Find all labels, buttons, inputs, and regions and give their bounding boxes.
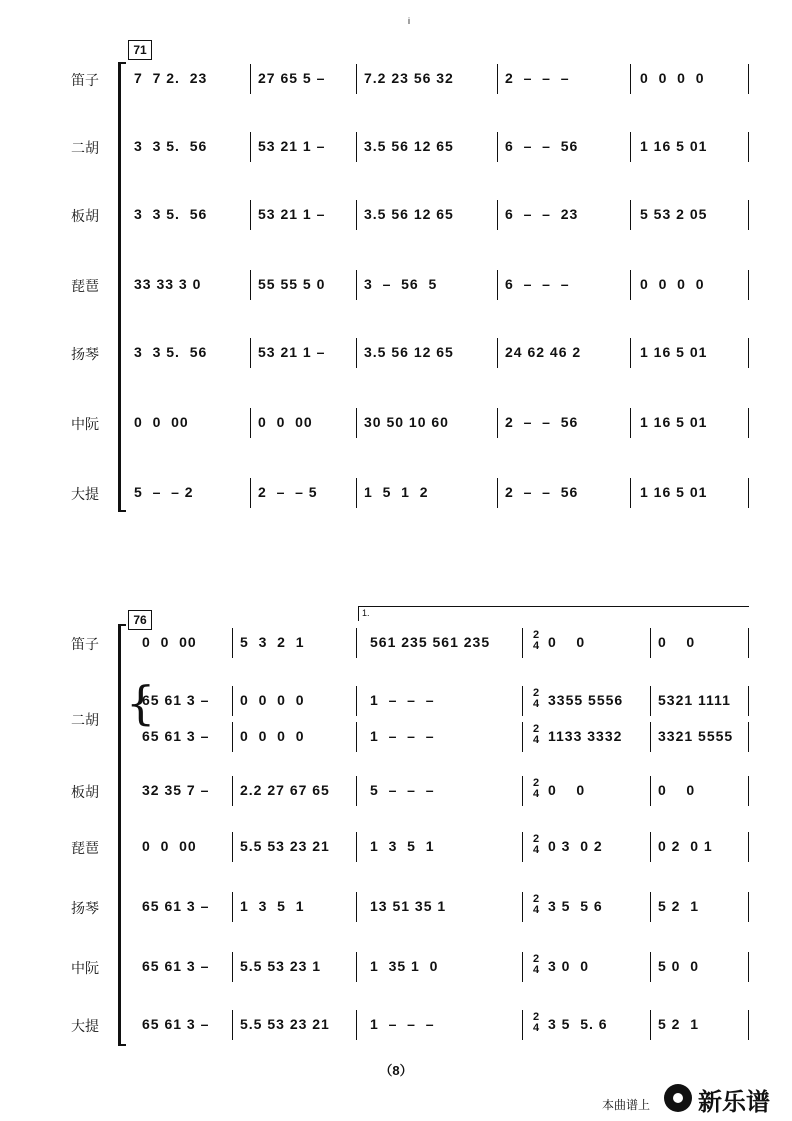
- instrument-label: 笛子: [71, 72, 99, 88]
- measure: 3 0 0: [548, 958, 590, 974]
- staff-row: [0, 130, 792, 166]
- measure: 6 – – 23: [505, 206, 579, 222]
- staff-row: [0, 1008, 792, 1044]
- measure: 30 50 10 60: [364, 414, 449, 430]
- measure: 33 33 3 0: [134, 276, 202, 292]
- measure: 5 – – –: [370, 782, 435, 798]
- barline: [650, 776, 651, 806]
- time-signature: [530, 630, 542, 652]
- time-sig-top: 2: [532, 629, 540, 641]
- measure: 0 0 0 0: [640, 276, 705, 292]
- measure: 3355 5556: [548, 692, 624, 708]
- measure: 32 35 7 –: [142, 782, 210, 798]
- time-signature: [530, 894, 542, 916]
- barline: [356, 628, 357, 658]
- measure: 5 – – 2: [134, 484, 194, 500]
- measure: 1 16 5 01: [640, 414, 708, 430]
- barline: [356, 722, 357, 752]
- measure: 7 7 2. 23: [134, 70, 208, 86]
- measure: 24 62 46 2: [505, 344, 582, 360]
- barline: [630, 200, 631, 230]
- barline: [232, 686, 233, 716]
- instrument-label: 扬琴: [71, 900, 99, 916]
- barline: [232, 722, 233, 752]
- barline: [250, 408, 251, 438]
- time-sig-bottom: 4: [532, 904, 540, 916]
- barline: [356, 1010, 357, 1040]
- measure: 0 0: [548, 782, 586, 798]
- staff-row: [0, 830, 792, 866]
- measure: 2 – – 56: [505, 484, 579, 500]
- barline: [356, 270, 357, 300]
- barline: [356, 64, 357, 94]
- barline: [232, 776, 233, 806]
- measure: 0 0 00: [142, 838, 197, 854]
- staff-row: [0, 684, 792, 754]
- staff-row: [0, 268, 792, 304]
- measure: 5 3 2 1: [240, 634, 305, 650]
- barline: [250, 478, 251, 508]
- barline: [356, 132, 357, 162]
- volta-bracket: [358, 606, 749, 621]
- barline: [748, 200, 749, 230]
- measure: 3 – 56 5: [364, 276, 438, 292]
- barline: [748, 776, 749, 806]
- barline: [630, 338, 631, 368]
- time-sig-top: 2: [532, 953, 540, 965]
- time-sig-bottom: 4: [532, 698, 540, 710]
- barline: [250, 270, 251, 300]
- measure: 1 16 5 01: [640, 138, 708, 154]
- page-header-mark: i: [408, 16, 410, 26]
- page-number: （8）: [379, 1063, 413, 1078]
- time-sig-bottom: 4: [532, 640, 540, 652]
- instrument-label: 中阮: [71, 416, 99, 432]
- time-signature: [530, 954, 542, 976]
- measure: 13 51 35 1: [370, 898, 447, 914]
- barline: [748, 270, 749, 300]
- staff-row: [0, 406, 792, 442]
- score-system-2: [0, 604, 792, 1054]
- measure: 0 0 00: [142, 634, 197, 650]
- measure: 3.5 56 12 65: [364, 138, 454, 154]
- barline: [497, 200, 498, 230]
- barline: [356, 832, 357, 862]
- time-sig-top: 2: [532, 893, 540, 905]
- barline: [748, 132, 749, 162]
- measure: 2 – – –: [505, 70, 570, 86]
- barline: [497, 64, 498, 94]
- barline: [356, 776, 357, 806]
- barline: [522, 686, 523, 716]
- barline: [356, 200, 357, 230]
- instrument-label: 扬琴: [71, 346, 99, 362]
- measure: 5 53 2 05: [640, 206, 708, 222]
- measure: 5.5 53 23 21: [240, 1016, 330, 1032]
- measure: 0 0 0 0: [640, 70, 705, 86]
- measure: 3.5 56 12 65: [364, 206, 454, 222]
- measure: 1 16 5 01: [640, 484, 708, 500]
- measure: 65 61 3 –: [142, 1016, 210, 1032]
- measure: 65 61 3 –: [142, 728, 210, 744]
- barline: [356, 686, 357, 716]
- measure: 1133 3332: [548, 728, 623, 744]
- barline: [356, 478, 357, 508]
- barline: [356, 952, 357, 982]
- barline: [232, 832, 233, 862]
- time-signature: [530, 724, 542, 746]
- watermark-brand: 新乐谱: [698, 1089, 770, 1116]
- measure: 0 0 0 0: [240, 692, 305, 708]
- barline: [630, 408, 631, 438]
- instrument-label: 琵琶: [71, 278, 99, 294]
- measure: 2 – – 5: [258, 484, 318, 500]
- barline: [250, 132, 251, 162]
- score-system-1: [0, 40, 792, 520]
- barline: [356, 408, 357, 438]
- barline: [650, 722, 651, 752]
- barline: [522, 952, 523, 982]
- staff-row: [0, 476, 792, 512]
- time-signature: [530, 688, 542, 710]
- barline: [497, 338, 498, 368]
- barline: [250, 64, 251, 94]
- instrument-label: 中阮: [71, 960, 99, 976]
- measure: 55 55 5 0: [258, 276, 326, 292]
- measure: 1 35 1 0: [370, 958, 439, 974]
- measure: 0 0: [548, 634, 586, 650]
- barline: [650, 628, 651, 658]
- barline: [748, 478, 749, 508]
- measure: 1 – – –: [370, 692, 435, 708]
- barline: [497, 478, 498, 508]
- barline: [250, 338, 251, 368]
- measure: 2 – – 56: [505, 414, 579, 430]
- staff-row: [0, 626, 792, 662]
- measure: 5.5 53 23 1: [240, 958, 322, 974]
- measure: 0 2 0 1: [658, 838, 713, 854]
- barline: [748, 686, 749, 716]
- measure: 1 – – –: [370, 1016, 435, 1032]
- barline: [748, 1010, 749, 1040]
- barline: [630, 132, 631, 162]
- barline: [748, 722, 749, 752]
- measure: 5 2 1: [658, 898, 700, 914]
- measure: 3 5 5. 6: [548, 1016, 608, 1032]
- instrument-label: 二胡: [71, 140, 99, 156]
- measure: 0 0 0 0: [240, 728, 305, 744]
- time-sig-bottom: 4: [532, 734, 540, 746]
- watermark-prefix: 本曲谱上: [602, 1098, 651, 1112]
- time-sig-top: 2: [532, 833, 540, 845]
- instrument-label: 大提: [71, 1018, 99, 1034]
- instrument-label: 笛子: [71, 636, 99, 652]
- volta-label: 1.: [362, 608, 370, 618]
- barline: [250, 200, 251, 230]
- barline: [522, 628, 523, 658]
- time-sig-top: 2: [532, 723, 540, 735]
- time-sig-bottom: 4: [532, 844, 540, 856]
- time-signature: [530, 778, 542, 800]
- measure: 1 3 5 1: [370, 838, 435, 854]
- measure: 3 3 5. 56: [134, 344, 208, 360]
- barline: [522, 722, 523, 752]
- staff-row: [0, 890, 792, 926]
- measure: 65 61 3 –: [142, 898, 210, 914]
- measure: 561 235 561 235: [370, 634, 491, 650]
- measure: 0 0 00: [258, 414, 313, 430]
- barline: [630, 270, 631, 300]
- measure: 0 3 0 2: [548, 838, 603, 854]
- barline: [522, 892, 523, 922]
- measure: 7.2 23 56 32: [364, 70, 454, 86]
- time-signature: [530, 834, 542, 856]
- measure: 3 3 5. 56: [134, 206, 208, 222]
- barline: [232, 1010, 233, 1040]
- barline: [748, 408, 749, 438]
- time-sig-top: 2: [532, 777, 540, 789]
- time-sig-bottom: 4: [532, 788, 540, 800]
- barline: [497, 408, 498, 438]
- measure: 0 0: [658, 634, 696, 650]
- time-sig-bottom: 4: [532, 964, 540, 976]
- staff-row: [0, 774, 792, 810]
- barline: [522, 776, 523, 806]
- measure: 53 21 1 –: [258, 344, 326, 360]
- barline: [522, 832, 523, 862]
- record-disc-icon: [664, 1084, 692, 1112]
- staff-row: [0, 62, 792, 98]
- measure: 0 0 00: [134, 414, 189, 430]
- barline: [748, 892, 749, 922]
- instrument-label: 二胡: [71, 712, 99, 728]
- measure: 1 16 5 01: [640, 344, 708, 360]
- barline: [356, 892, 357, 922]
- instrument-label: 板胡: [71, 784, 99, 800]
- measure: 65 61 3 –: [142, 958, 210, 974]
- rehearsal-mark: 71: [128, 40, 152, 60]
- rehearsal-mark: 76: [128, 610, 152, 630]
- measure: 27 65 5 –: [258, 70, 326, 86]
- barline: [748, 832, 749, 862]
- barline: [232, 892, 233, 922]
- instrument-label: 大提: [71, 486, 99, 502]
- barline: [232, 952, 233, 982]
- bracket-bottom-hook: [118, 1044, 126, 1046]
- barline: [748, 338, 749, 368]
- barline: [650, 832, 651, 862]
- erhu-divisi-brace: {: [126, 676, 156, 730]
- measure: 53 21 1 –: [258, 138, 326, 154]
- measure: 0 0: [658, 782, 696, 798]
- barline: [650, 1010, 651, 1040]
- barline: [630, 64, 631, 94]
- barline: [748, 64, 749, 94]
- measure: 2.2 27 67 65: [240, 782, 330, 798]
- measure: 3 5 5 6: [548, 898, 603, 914]
- staff-row: [0, 336, 792, 372]
- measure: 5.5 53 23 21: [240, 838, 330, 854]
- staff-row: [0, 198, 792, 234]
- barline: [650, 952, 651, 982]
- time-sig-top: 2: [532, 1011, 540, 1023]
- measure: 65 61 3 –: [142, 692, 210, 708]
- measure: 1 – – –: [370, 728, 435, 744]
- measure: 5 2 1: [658, 1016, 700, 1032]
- measure: 5 0 0: [658, 958, 700, 974]
- barline: [522, 1010, 523, 1040]
- measure: 3.5 56 12 65: [364, 344, 454, 360]
- measure: 53 21 1 –: [258, 206, 326, 222]
- time-signature: [530, 1012, 542, 1034]
- measure: 3 3 5. 56: [134, 138, 208, 154]
- staff-row: [0, 950, 792, 986]
- instrument-label: 板胡: [71, 208, 99, 224]
- barline: [650, 686, 651, 716]
- measure: 6 – – 56: [505, 138, 579, 154]
- measure: 6 – – –: [505, 276, 570, 292]
- barline: [748, 952, 749, 982]
- measure: 1 5 1 2: [364, 484, 429, 500]
- barline: [497, 132, 498, 162]
- measure: 3321 5555: [658, 728, 734, 744]
- instrument-label: 琵琶: [71, 840, 99, 856]
- barline: [497, 270, 498, 300]
- time-sig-top: 2: [532, 687, 540, 699]
- barline: [630, 478, 631, 508]
- time-sig-bottom: 4: [532, 1022, 540, 1034]
- barline: [748, 628, 749, 658]
- measure: 5321 1111: [658, 692, 731, 708]
- measure: 1 3 5 1: [240, 898, 305, 914]
- barline: [356, 338, 357, 368]
- barline: [232, 628, 233, 658]
- barline: [650, 892, 651, 922]
